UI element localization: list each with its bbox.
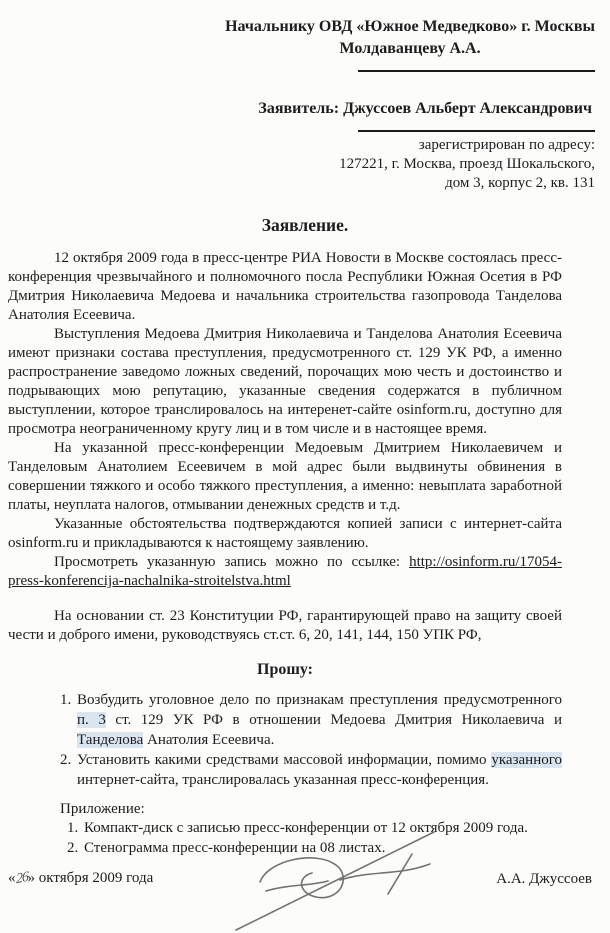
address-line: зарегистрирован по адресу: [418, 137, 595, 153]
addressee-line1: Начальнику ОВД «Южное Медведково» г. Москвы [225, 18, 595, 35]
text-run: Установить какими средствами массовой информации, помимо [77, 752, 492, 768]
text-run: интернет-сайта, транслировалась указанная пресс-конференция. [77, 772, 489, 788]
date-line [8, 870, 153, 887]
address-line: 127221, г. Москва, проезд Шокальского, [339, 156, 595, 172]
highlighted-text: Танделова [77, 732, 144, 748]
text-run: Возбудить уголовное дело по признакам преступления предусмотренного [77, 692, 562, 708]
text-run: Анатолия Есеевича. [143, 732, 275, 748]
body-paragraphs [8, 249, 562, 645]
highlighted-text: указанного [491, 752, 562, 768]
highlighted-text: п. 3 [77, 712, 106, 728]
list-item [75, 750, 562, 790]
paragraph [8, 515, 562, 553]
text-run: 12 октября 2009 года в пресс-центре РИА Новости в Москве состоялась пресс-конференция чрезвычайного и полномочного посла Республики Южная Осетия в РФ Дмитрия Николаевича Медоева и начальника строительства газопровода Танделова Анатолия Есеевича. [8, 250, 562, 323]
address-line: дом 3, корпус 2, кв. 131 [445, 175, 595, 191]
text-run: Выступления Медоева Дмитрия Николаевича и Танделова Анатолия Есеевича имеют признаки состава преступления, предусмотренного ст. 129 УК РФ, а именно распространение заведомо ложных сведений, порочащих мою честь и достоинство и подрывающих мою репутацию, указанные сведения содержатся в публичном выступлении, которое транслировалось на интеренет-сайте osinform.ru, доступно для просмотра неограниченному кругу лиц и в том числе и в настоящее время. [8, 326, 562, 437]
date-open-quote: « [8, 870, 16, 886]
paragraph [8, 607, 562, 645]
signature-icon [222, 820, 474, 933]
handwritten-day: 26 [15, 869, 28, 888]
paragraph [8, 325, 562, 439]
url-link: http://osinform.ru/17054-press-konferencija-nachalnika-stroitelstva.html [8, 554, 562, 589]
registration-address [0, 136, 595, 193]
paragraph [8, 439, 562, 515]
text-run: На основании ст. 23 Конституции РФ, гарантирующей право на защиту своей чести и доброго имени, руководствуясь ст.ст. 6, 20, 141, 144, 150 УПК РФ, [8, 608, 562, 643]
text-run: Компакт-диск с записью пресс-конференции от 12 октября 2009 года. [84, 820, 528, 836]
paragraph [8, 249, 562, 325]
list-item [75, 690, 562, 750]
separator-line-top [358, 70, 595, 72]
text-run: На указанной пресс-конференции Медоевым Дмитрием Николаевичем и Танделовым Анатолием Есеевичем в мой адрес были выдвинуты обвинения в совершении тяжкого и особо тяжкого преступления, а именно: невыплата заработной платы, неуплата налогов, отмывании денежных средств и т.д. [8, 440, 562, 513]
request-list [0, 690, 562, 790]
request-heading: Прошу: [257, 661, 313, 678]
applicant-line: Заявитель: Джуссоев Альберт Александрович [258, 100, 592, 117]
addressee-line2: Молдаванцеву А.А. [339, 40, 481, 57]
signature-block [0, 858, 610, 933]
signer-name: А.А. Джуссоев [496, 871, 592, 887]
document-title: Заявление. [261, 215, 349, 235]
separator-line-bottom [358, 130, 595, 132]
addressee-block [225, 16, 595, 60]
text-run: Просмотреть указанную запись можно по ссылке: [54, 554, 410, 570]
text-run: Указанные обстоятельства подтверждаются копией записи с интернет-сайта osinform.ru и прикладываются к настоящему заявлению. [8, 516, 562, 551]
date-rest: » октября 2009 года [27, 870, 154, 886]
paragraph [8, 553, 562, 591]
text-run: Стенограмма пресс-конференции на 08 листах. [84, 839, 386, 856]
attachments-heading: Приложение: [60, 801, 145, 817]
text-run: ст. 129 УК РФ в отношении Медоева Дмитрия Николаевича и [105, 712, 562, 728]
